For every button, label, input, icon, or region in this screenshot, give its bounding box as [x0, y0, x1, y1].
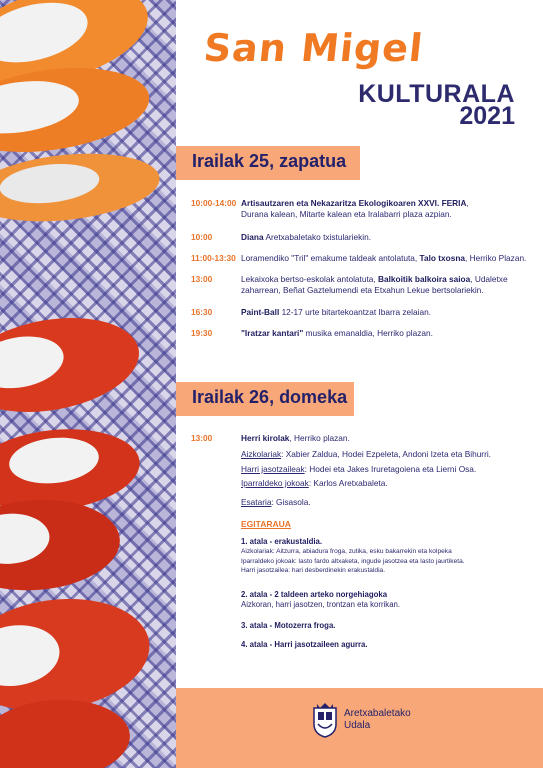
program-line: Aizkoran, harri jasotzen, trontzan eta korrikan.: [241, 600, 401, 609]
program-heading: 3. atala - Motozerra froga.: [241, 621, 336, 630]
program-heading: 4. atala - Harri jasotzaileen agurra.: [241, 640, 368, 649]
shoe-strap: [0, 511, 51, 566]
shoe-red-3: [0, 494, 123, 596]
program-part: [241, 537, 531, 576]
day-band-2: [176, 382, 354, 416]
shoe-red-5: [0, 695, 133, 768]
municipality-name: Aretxabaletako Udala: [344, 708, 411, 731]
day-label: Irailak 25, zapatua: [192, 151, 347, 171]
event-description: Artisautzaren eta Nekazaritza Ekologikoaren XXVI. FERIA, Durana kalean, Mitarte kalean eta Iralabarri plaza azpian.: [241, 198, 469, 219]
program-title: EGITARAUA: [241, 519, 291, 529]
role-label: Iparraldeko jokoak: [241, 478, 309, 488]
event-description: Lekaixoka bertso-eskolak antolatuta, Balkoitik balkoira saioa, Udaletxe zaharrean, Beñat Gaztelumendi eta Etxahun Lekue bertsolariekin.: [241, 274, 508, 295]
event-description: Loramendiko "Tril" emakume taldeak antolatuta, Talo txosna, Herriko Plazan.: [241, 253, 527, 263]
day-band-1: [176, 146, 360, 180]
shoe-orange-mid: [0, 145, 163, 230]
program-heading: 1. atala - erakustaldia.: [241, 537, 323, 546]
poster-year: 2021: [459, 102, 515, 130]
role-label: Esataria: [241, 497, 272, 507]
event-description: Diana Aretxabaletako txistulariekin.: [241, 232, 372, 242]
event-description: Herri kirolak, Herriko plazan.: [241, 433, 350, 443]
municipal-coat-of-arms-icon: [312, 702, 338, 738]
event-description: Paint-Ball 12-17 urte bitartekoantzat Ibarra zelaian.: [241, 307, 432, 317]
program-part: [241, 640, 531, 650]
role-label: Harri jasotzaileak: [241, 464, 305, 474]
event-time: 11:00-13:30: [191, 253, 236, 263]
program-line: Iparraldeko jokoak: lasto fardo altxaketa, ingude jasotzea eta lasto jaurtiketa.: [241, 557, 465, 565]
shoe-strap: [0, 330, 68, 395]
event-time: 10:00-14:00: [191, 198, 237, 208]
program-part: [241, 590, 531, 610]
event-description: "Iratzar kantari" musika emanaldia, Herriko plazan.: [241, 328, 433, 338]
footer-band: [176, 688, 543, 768]
program-heading: 2. atala - 2 taldeen arteko norgehiagoka: [241, 590, 388, 599]
role-label: Aizkolariak: [241, 449, 282, 459]
shoe-strap: [7, 433, 101, 487]
shoe-strap: [0, 0, 94, 73]
event-time: 16:30: [191, 307, 213, 317]
shoe-strap: [0, 74, 82, 140]
program-part: [241, 621, 531, 631]
program-line: Harri jasotzailea: hari desberdinekin erakustaldia.: [241, 567, 386, 574]
event-time: 19:30: [191, 328, 213, 338]
poster-title: San Migel: [201, 26, 426, 70]
shoe-red-1: [0, 305, 146, 425]
shoe-strap: [0, 159, 101, 207]
day-label: Irailak 26, domeka: [192, 387, 348, 407]
program-line: Aizkolariak: Aitzurra, abiadura froga, zutika, esku bakarrekin eta kolpeka: [241, 548, 452, 555]
event-time: 13:00: [191, 274, 213, 284]
program-content: San Migel KULTURALA 2021 Irailak 25, zapatua 10:00-14:00 Artisautzaren eta Nekazaritza Ekologikoaren XXVI. FERIA, Durana kalean, Mitarte kalean eta Iralabarri plaza azpian. 10:00 Diana Aretxabaletako txistulariekin. 11:00-13:30 Loramendiko "Tril" emakume taldeak antolatuta, Talo txosna, Herriko Plazan. 13:00 Lekaixoka bertso-eskolak antolatuta, Balkoitik balkoira saioa, Udaletxe zaharrean, Beñat Gaztelumendi eta Etxahun Lekue bertsolariekin. 16:30 Paint-Ball 12-17 urte bitartekoantzat Ibarra zelaian. 19:30 "Iratzar kantari" musika emanaldia, Herriko plazan. Irailak 26, domeka 13:00 Herri kirolak, Herriko plazan. Aizkolariak: Xabier Zaldua, Hodei Ezpeleta, Andoni Izeta eta Bihurri. Harri jasotzaileak: Hodei eta Jakes Iruretagoiena eta Lierni Osa. Iparraldeko jokoak: Karlos Aretxabaleta. Esataria: Gisasola. EGITARAUA 1. atala - erakustaldia. Aizkolariak: Aitzurra, abiadura froga, zutika, esku bakarrekin eta kolpeka Iparraldeko jokoak: lasto fardo altxaketa, ingude jasotzea eta lasto jaurtiketa. Harri jasotzailea: hari desberdinekin erakustaldia. 2. atala - 2 taldeen arteko norgehiagoka Aizkoran, harri jasotzen, trontzan eta korrikan. 3. atala - Motozerra froga. 4. atala - Harri jasotzaileen agurra. Aretxabaletako Udala: [176, 0, 543, 768]
event-time: 10:00: [191, 232, 213, 242]
event-time: 13:00: [191, 433, 213, 443]
poster-subtitle: KULTURALA: [358, 80, 515, 108]
decorative-photo-espadrilles: [0, 0, 176, 768]
shoe-strap: [0, 620, 63, 692]
